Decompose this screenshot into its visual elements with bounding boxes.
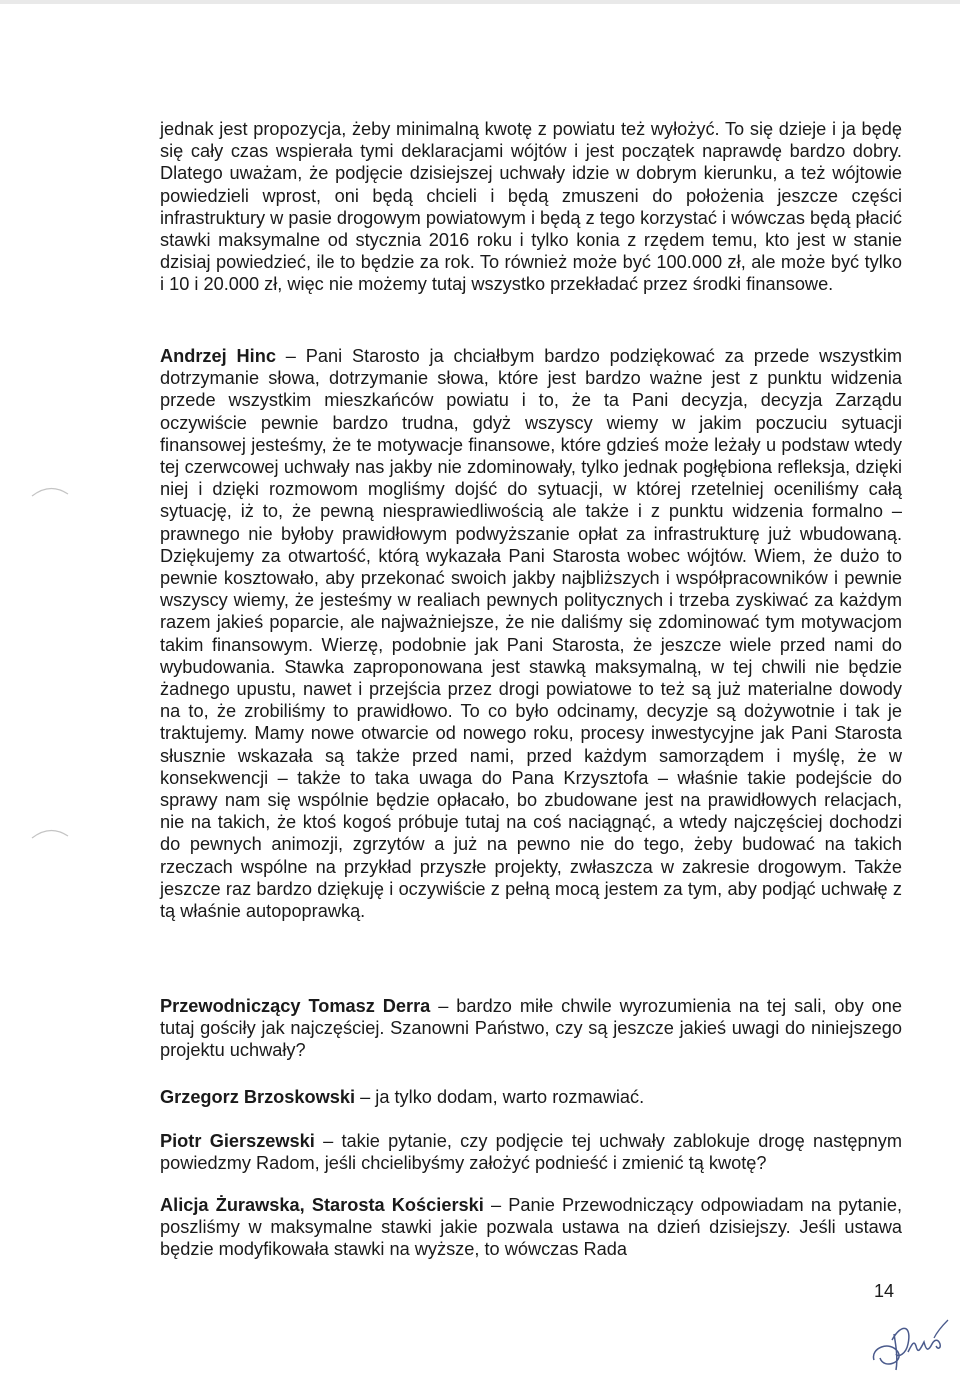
paragraph-piotr-gierszewski xyxy=(160,1130,902,1174)
speaker-name: Piotr Gierszewski xyxy=(160,1131,315,1151)
paragraph-tomasz-derra xyxy=(160,995,902,1062)
paragraph-text: – bardzo miłe chwile wyrozumienia na tej sali, oby one tutaj gościły jak najczęściej. Szanowni Państwo, czy są jeszcze jakieś uwagi do niniejszego projektu uchwały? xyxy=(160,996,902,1061)
speaker-name: Andrzej Hinc xyxy=(160,346,276,366)
speaker-name: Przewodniczący Tomasz Derra xyxy=(160,996,431,1016)
binding-hole-mark xyxy=(30,826,70,840)
page-number: 14 xyxy=(874,1281,895,1301)
handwritten-signature xyxy=(868,1300,952,1372)
paragraph-alicja-zurawska xyxy=(160,1194,902,1261)
paragraph-text: – Pani Starosto ja chciałbym bardzo podziękować za przede wszystkim dotrzymanie słowa, dotrzymanie słowa, które jest bardzo ważne jest z punktu widzenia przede wszystkim mieszkańców powiatu i to, że ta Pani decyzja, decyzja Zarządu oczywiście pewnie bardzo trudna, gdyż wszyscy wiemy w jakim poczuciu sytuacji finansowej jesteśmy, że te motywacje finansowe, które gdzieś może leżały u podstaw wtedy tej czerwcowej uchwały nas jakby nie zdominowały, tylko jednak pogłębiona refleksja, dzięki niej i dzięki rozmowom mogliśmy dojść do sytuacji, w której rzetelniej oceniliśmy całą sytuację, iż to, że pewną niesprawiedliwością ale także i z punktu widzenia formalno – prawnego nie byłoby prawidłowym podwyższanie opłat za infrastrukturę już wbudowaną. Dziękujemy za otwartość, którą wykazała Pani Starosta wobec wójtów. Wiem, że dużo to pewnie kosztowało, aby przekonać swoich jakby najbliższych i współpracowników i pewnie wszyscy wiemy, że jesteśmy w realiach pewnych politycznych i trzeba zyskiwać za każdym razem jakieś poparcie, ale najważniejsze, że nie daliśmy się zdominować tym motywacjom takim finansowym. Wierzę, podobnie jak Pani Starosta, że jeszcze wiele przed nami do wybudowania. Stawka zaproponowana jest stawką maksymalną, w tej chwili nie będzie żadnego upustu, nawet i przejścia przez drogi powiatowe to też są już materialne dowody na to, że zrobiliśmy to prawidłowo. To co było odcinamy, decyzje są dożywotnie i tak je traktujemy. Mamy nowe otwarcie od nowego roku, procesy inwestycyjne jak Pani Starosta słusznie wskazała są także przed nami, przed każdym samorządem i myślę, że w konsekwencji – także to taka uwaga do Pana Krzysztofa – właśnie takie podejście do sprawy nam się wspólnie będzie opłacało, bo zbudowane jest na prawidłowych relacjach, nie na takich, że ktoś kogoś próbuje tutaj na coś naciągnąć, a wtedy najczęściej dochodzi do pewnych animozji, zgrzytów a już na pewno nie do tego, żeby budować na takich rzeczach wspólne na przykład przyszłe projekty, zwłaszcza w zakresie drogowym. Także jeszcze raz bardzo dziękuję i oczywiście z pełną mocą jestem za tym, aby podjąć uchwałę z tą właśnie autopoprawką. xyxy=(160,346,902,922)
paragraph-continuation xyxy=(160,118,902,296)
paragraph-grzegorz-brzoskowski xyxy=(160,1086,902,1108)
paragraph-text: – ja tylko dodam, warto rozmawiać. xyxy=(355,1087,645,1107)
paragraph-andrzej-hinc xyxy=(160,345,902,922)
scan-edge-line xyxy=(0,0,960,4)
paragraph-text: – takie pytanie, czy podjęcie tej uchwały zablokuje drogę następnym powiedzmy Radom, jeśli chcielibyśmy założyć podnieść i zmienić tą kwotę? xyxy=(160,1131,902,1174)
paragraph-text: jednak jest propozycja, żeby minimalną kwotę z powiatu też wyłożyć. To się dzieje i ja będę się cały czas wspierała tymi deklaracjami wójtów i jest początek naprawdę bardzo dobry. Dlatego uważam, że podjęcie dzisiejszej uchwały idzie w dobrym kierunku, a też wójtowie powiedzieli wprost, oni będą chcieli i będą zmuszeni do położenia jeszcze części infrastruktury w pasie drogowym powiatowym i będą z tego korzystać i wówczas będą płacić stawki maksymalne od stycznia 2016 roku i tylko konia z rzędem temu, kto jest w stanie dzisiaj powiedzieć, ile to będzie za rok. To również może być 100.000 zł, ale może być tylko i 10 i 20.000 zł, więc nie możemy tutaj wszystko przekładać przez środki finansowe. xyxy=(160,119,902,295)
paragraph-text: – Panie Przewodniczący odpowiadam na pytanie, poszliśmy w maksymalne stawki jakie pozwala ustawa na dzień dzisiejszy. Jeśli ustawa będzie modyfikowała stawki na wyższe, to wówczas Rada xyxy=(160,1195,903,1260)
speaker-name: Grzegorz Brzoskowski xyxy=(160,1087,356,1107)
binding-hole-mark xyxy=(30,484,70,498)
speaker-name: Alicja Żurawska, Starosta Kościerski xyxy=(160,1195,484,1215)
